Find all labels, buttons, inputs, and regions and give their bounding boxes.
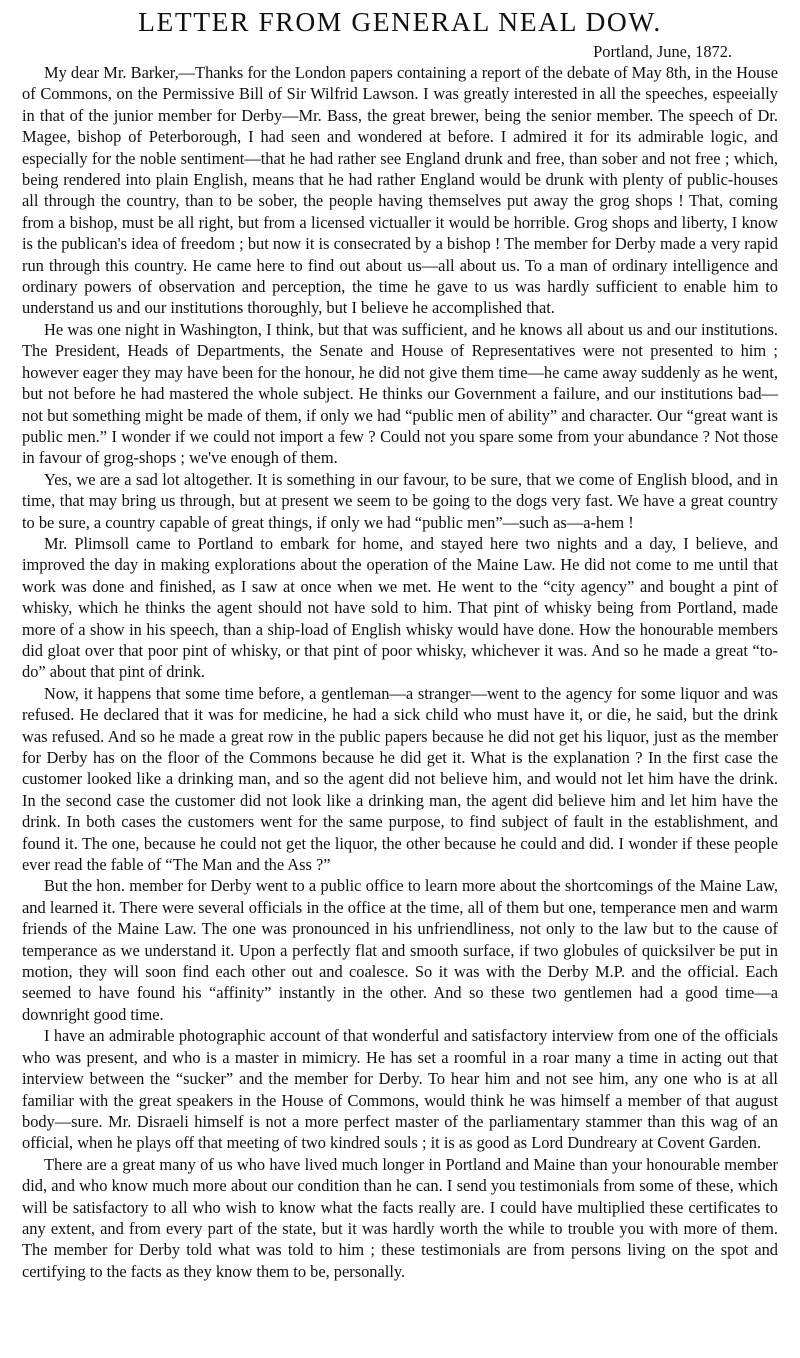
paragraph: He was one night in Washington, I think, but that was sufficient, and he knows all about us and our institutions. The President, Heads of Departments, the Senate and House of Representatives were not presented to him ; however eager they may have been for the honour, he did not give them time—he came away suddenly as he went, but not before he had mastered the whole subject. He thinks our Government a failure, and our institutions bad—not but something might be made of them, if only we had “public men of ability” and character. Our “great want is public men.” I wonder if we could not import a few ? Could not you spare some from your abundance ? Not those in favour of grog-shops ; we've enough of them. <box>22 319 778 468</box>
paragraph: Mr. Plimsoll came to Portland to embark for home, and stayed here two nights and a day, I believe, and improved the day in making explorations about the operation of the Maine Law. He did not come to me until that work was done and finished, as I saw at once when we met. He went to the “city agency” and bought a pint of whisky, which he thinks the agent should not have sold to him. That pint of whisky being from Portland, made more of a show in his speech, than a ship-load of English whisky would have done. How the honourable members did gloat over that poor pint of whisky, or that pint of poor whisky, whichever it was. And so he made a great “to-do” about that pint of drink. <box>22 533 778 682</box>
letter-dateline: Portland, June, 1872. <box>593 42 732 61</box>
paragraph: But the hon. member for Derby went to a public office to learn more about the shortcomings of the Maine Law, and learned it. There were several officials in the office at the time, all of them but one, temperance men and warm friends of the Maine Law. The one was pronounced in his unfriendliness, not only to the law but to the cause of temperance as we understand it. Upon a perfectly flat and smooth surface, if two globules of quicksilver be put in motion, they will soon find each other out and coalesce. So it was with the Derby M.P. and the official. Each seemed to have found his “affinity” instantly in the other. And so these two gentlemen had a good time—a downright good time. <box>22 876 778 1024</box>
letter-title: LETTER FROM GENERAL NEAL DOW. <box>138 6 662 37</box>
paragraph: My dear Mr. Barker,—Thanks for the London papers containing a report of the debate of May 8th, in the House of Commons, on the Permissive Bill of Sir Wilfrid Lawson. I was greatly interested in all the speeches, espeeially in that of the junior member for Derby—Mr. Bass, the great brewer, being the senior member. The speech of Dr. Magee, bishop of Peterborough, I had seen and wondered at before. I admired it for its admirable logic, and especially for the noble sentiment—that he had rather see England drunk and free, than sober and not free ; which, being rendered into plain English, means that he had rather England would be drunk with plenty of public-houses all through the country, than to be sober, the people having themselves put away the grog shops ! That, coming from a bishop, must be all right, but from a licensed victualler it would be horrible. Grog shops and liberty, I know is the publican's idea of freedom ; but now it is consecrated by a bishop ! The member for Derby made a very rapid run through this country. He came here to find out about us—all about us. To a man of ordinary intelligence and ordinary powers of observation and perception, the time he gave to us was hardly sufficient to enable him to understand us and our institutions thoroughly, but I believe he accomplished that. <box>22 63 778 318</box>
paragraph: Yes, we are a sad lot altogether. It is something in our favour, to be sure, that we come of English blood, and in time, that may bring us through, but at present we seem to be going to the dogs very fast. We have a great country to be sure, a country capable of great things, if only we had “public men”—such as—a-hem ! <box>22 469 778 532</box>
paragraph: I have an admirable photographic account of that wonderful and satisfactory interview from one of the officials who was present, and who is a master in mimicry. He has set a roomful in a roar many a time in acting out that interview between the “sucker” and the member for Derby. To hear him and not see him, any one who is at all familiar with the great speakers in the House of Commons, would think he was himself a member of that august body—sure. Mr. Disraeli himself is not a more perfect master of the parliamentary stammer than this wag of an official, when he plays off that meeting of two kindred souls ; it is as good as Lord Dundreary at Covent Garden. <box>22 1026 778 1153</box>
paragraph: Now, it happens that some time before, a gentleman—a stranger—went to the agency for some liquor and was refused. He declared that it was for medicine, he had a sick child who must have it, or die, he said, but the drink was refused. And so he made a great row in the public papers because he did not get his liquor, just as the member for Derby has on the floor of the Commons because he did get it. What is the explanation ? In the first case the customer looked like a drinking man, and so the agent did not believe him, and would not let him have the drink. In the second case the customer did not look like a drinking man, the agent did believe him and let him have the drink. In both cases the customers went for the same purpose, to find subject of fault in the establishment, and found it. The one, because he could not get the liquor, the other because he could and did. I wonder if these people ever read the fable of “The Man and the Ass ?” <box>22 683 778 875</box>
letter-body <box>22 62 778 1282</box>
paragraph: There are a great many of us who have lived much longer in Portland and Maine than your honourable member did, and who know much more about our condition than he can. I send you testimonials from some of these, which will be satisfactory to all who wish to know what the facts really are. I could have multiplied these certificates to any extent, and from every part of the state, but it was hardly worth the while to trouble you with more of them. The member for Derby told what was told to him ; these testimonials are from persons living on the spot and certifying to the facts as they know them to be, personally. <box>22 1154 778 1281</box>
